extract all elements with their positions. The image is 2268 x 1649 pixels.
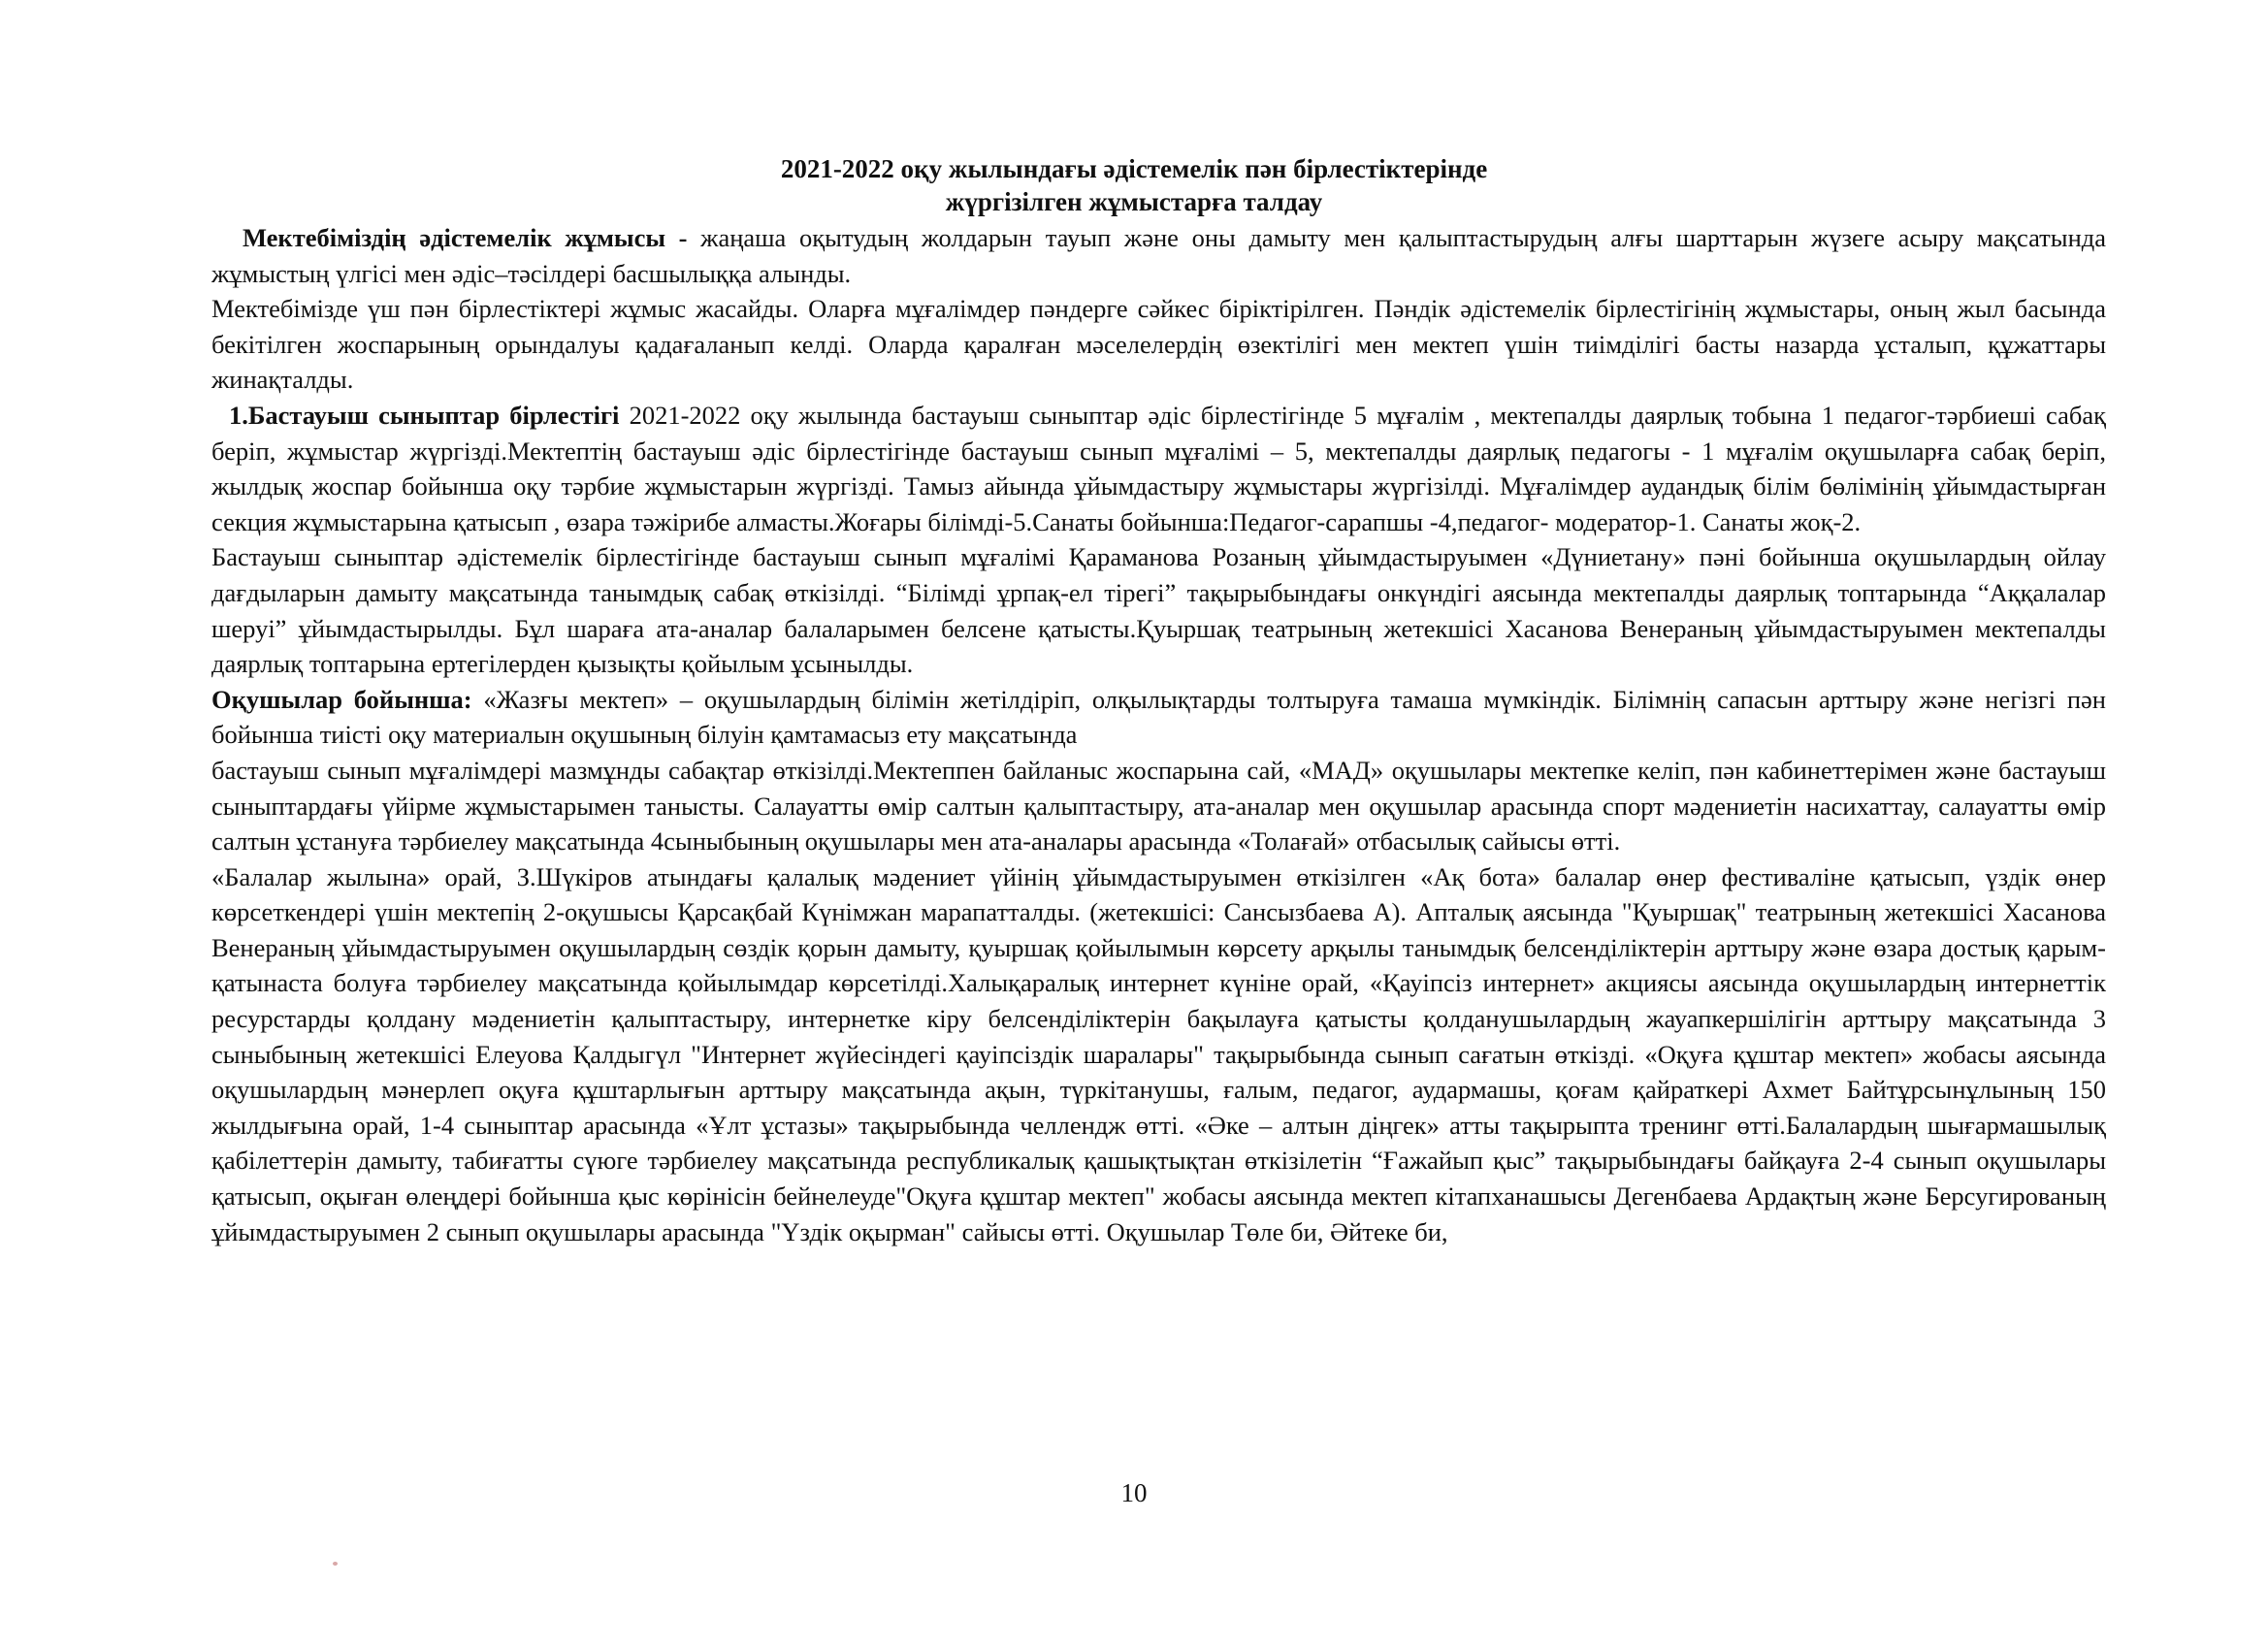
paragraph-text: жаңаша оқытудың жолдарын тауып және оны дамыту мен қалыптастырудың алғы шарттарын жүзеге асыру мақсатында жұмыстың үлгісі мен әдіс–тәсілдері басшылыққа алынды. — [211, 223, 2106, 288]
document-title-line-1: 2021-2022 оқу жылындағы әдістемелік пән бірлестіктерінде — [780, 154, 1488, 183]
paragraph-lessons-and-events — [211, 753, 2106, 859]
paragraph-text: Бастауыш сыныптар әдістемелік бірлестігінде бастауыш сынып мұғалімі Қараманова Розаның ұйымдастыруымен «Дүниетану» пәні бойынша оқушылардың ойлау дағдыларын дамыту мақсатында танымдық сабақ өткізілді. “Білімді ұрпақ-ел тірегі” тақырыбындағы онкүндігі аясында мектепалды даярлық топтарында “Аққалалар шеруі” ұйымдастырылды. Бұл шараға ата-аналар балаларымен белсене қатысты.Қуыршақ театрының жетекшісі Хасанова Венераның ұйымдастыруымен мектепалды даярлық топтарына ертегілерден қызықты қойылым ұсынылды. — [211, 542, 2106, 679]
paragraph-text: «Жазғы мектеп» – оқушылардың білімін жетілдіріп, олқылықтарды толтыруға тамаша мүмкіндік. Білімнің сапасын арттыру және негізгі пән бойынша тиісті оқу материалын оқушының білуін қамтамасыз ету мақсатында — [211, 684, 2106, 750]
paragraph-primary-classes-events — [211, 539, 2106, 681]
paragraph-text: «Балалар жылына» орай, З.Шүкіров атындағы қалалық мәдениет үйінің ұйымдастыруымен өткізілген «Ақ бота» балалар өнер фестиваліне қатысып, үздік өнер көрсеткендері үшін мектепің 2-оқушысы Қарсақбай Күнімжан марапатталды. (жетекшісі: Сансызбаева А). Апталық аясында "Қуыршақ" театрының жетекшісі Хасанова Венераның ұйымдастыруымен оқушылардың сөздік қорын дамыту, қуыршақ қойылымын көрсету арқылы танымдық белсенділіктерін арттыру және өзара достық қарым-қатынаста болуға тәрбиелеу мақсатында қойылымдар көрсетілді.Халықаралық интернет күніне орай, «Қауіпсіз интернет» акциясы аясында оқушылардың интернеттік ресурстарды қолдану мәдениетін қалыптастыру, интернетке кіру белсенділіктерін бақылауға қатысты қолданушылардың жауапкершілігін арттыру мақсатында 3 сыныбының жетекшісі Елеуова Қалдыгүл "Интернет жүйесіндегі қауіпсіздік шаралары" тақырыбында сынып сағатын өткізді. «Оқуға құштар мектеп» жобасы аясында оқушылардың мәнерлеп оқуға құштарлығын арттыру мақсатында ақын, түркітанушы, ғалым, педагог, аудармашы, қоғам қайраткері Ахмет Байтұрсынұлының 150 жылдығына орай, 1-4 сыныптар арасында «Ұлт ұстазы» тақырыбында челлендж өтті. «Әке – алтын діңгек» атты тақырыпта тренинг өтті.Балалардың шығармашылық қабілеттерін дамыту, табиғатты сүюге тәрбиелеу мақсатында республикалық қашықтықтан өткізілетін “Ғажайып қыс” тақырыбындағы байқауға 2-4 сынып оқушылары қатысып, оқыған өлеңдері бойынша қыс көрінісін бейнелеуде"Оқуға құштар мектеп" жобасы аясында мектеп кітапханашысы Дегенбаева Ардақтың және Берсугированың ұйымдастыруымен 2 сынып оқушылары арасында "Үздік оқырман" сайысы өтті. Оқушылар Төле би, Әйтеке би, — [211, 861, 2106, 1246]
scan-spot — [333, 1562, 338, 1566]
paragraph-text: бастауыш сынып мұғалімдері мазмұнды сабақтар өткізілді.Мектеппен байланыс жоспарына сай, «МАД» оқушылары мектепке келіп, пән кабинеттерімен және бастауыш сыныптардағы үйірме жұмыстарымен танысты. Салауатты өмір салтын қалыптастыру, ата-аналар мен оқушылар арасында спорт мәдениетін насихаттау, салауатты өмір салтын ұстануға тәрбиелеу мақсатында 4сыныбының оқушылары мен ата-аналары арасында «Толағай» отбасылық сайысы өтті. — [211, 755, 2106, 857]
paragraph-lead: Мектебіміздің әдістемелік жұмысы - — [243, 223, 701, 252]
document-body — [211, 220, 2106, 1249]
paragraph-text: Мектебімізде үш пән бірлестіктері жұмыс жасайды. Оларға мұғалімдер пәндерге сәйкес біріктірілген. Пәндік әдістемелік бірлестігінің жұмыстары, оның жыл басында бекітілген жоспарының орындалуы қадағаланып келді. Оларда қаралған мәселелердің өзектілігі мен мектеп үшін тиімділігі басты назарда ұсталып, құжаттары жинақталды. — [211, 294, 2106, 395]
paragraph-students — [211, 682, 2106, 753]
paragraph-methodical-work — [211, 220, 2106, 291]
paragraph-festivals-and-projects — [211, 859, 2106, 1250]
section-heading: Оқушылар бойынша: — [211, 684, 484, 714]
document-title-line-2: жүргізілген жұмыстарға талдау — [945, 187, 1323, 216]
paragraph-primary-classes-association — [211, 398, 2106, 539]
section-heading: 1.Бастауыш сыныптар бірлестігі — [229, 400, 630, 430]
paragraph-text: 2021-2022 оқу жылында бастауыш сыныптар әдіс бірлестігінде 5 мұғалім , мектепалды даярлық тобына 1 педагог-тәрбиеші сабақ беріп, жұмыстар жүргізді.Мектептің бастауыш әдіс бірлестігінде бастауыш сынып мұғалімі – 5, мектепалды даярлық педагогы - 1 мұғалім оқушыларға сабақ беріп, жылдық жоспар бойынша оқу тәрбие жұмыстарын жүргізді. Тамыз айында ұйымдастыру жұмыстары жүргізілді. Мұғалімдер аудандық білім бөлімінің ұйымдастырған секция жұмыстарына қатысып , өзара тәжірибе алмасты.Жоғары білімді-5.Санаты бойынша:Педагог-сарапшы -4,педагог- модератор-1. Санаты жоқ-2. — [211, 400, 2107, 536]
paragraph-subject-associations — [211, 291, 2106, 398]
page-number: 10 — [1120, 1478, 1148, 1507]
